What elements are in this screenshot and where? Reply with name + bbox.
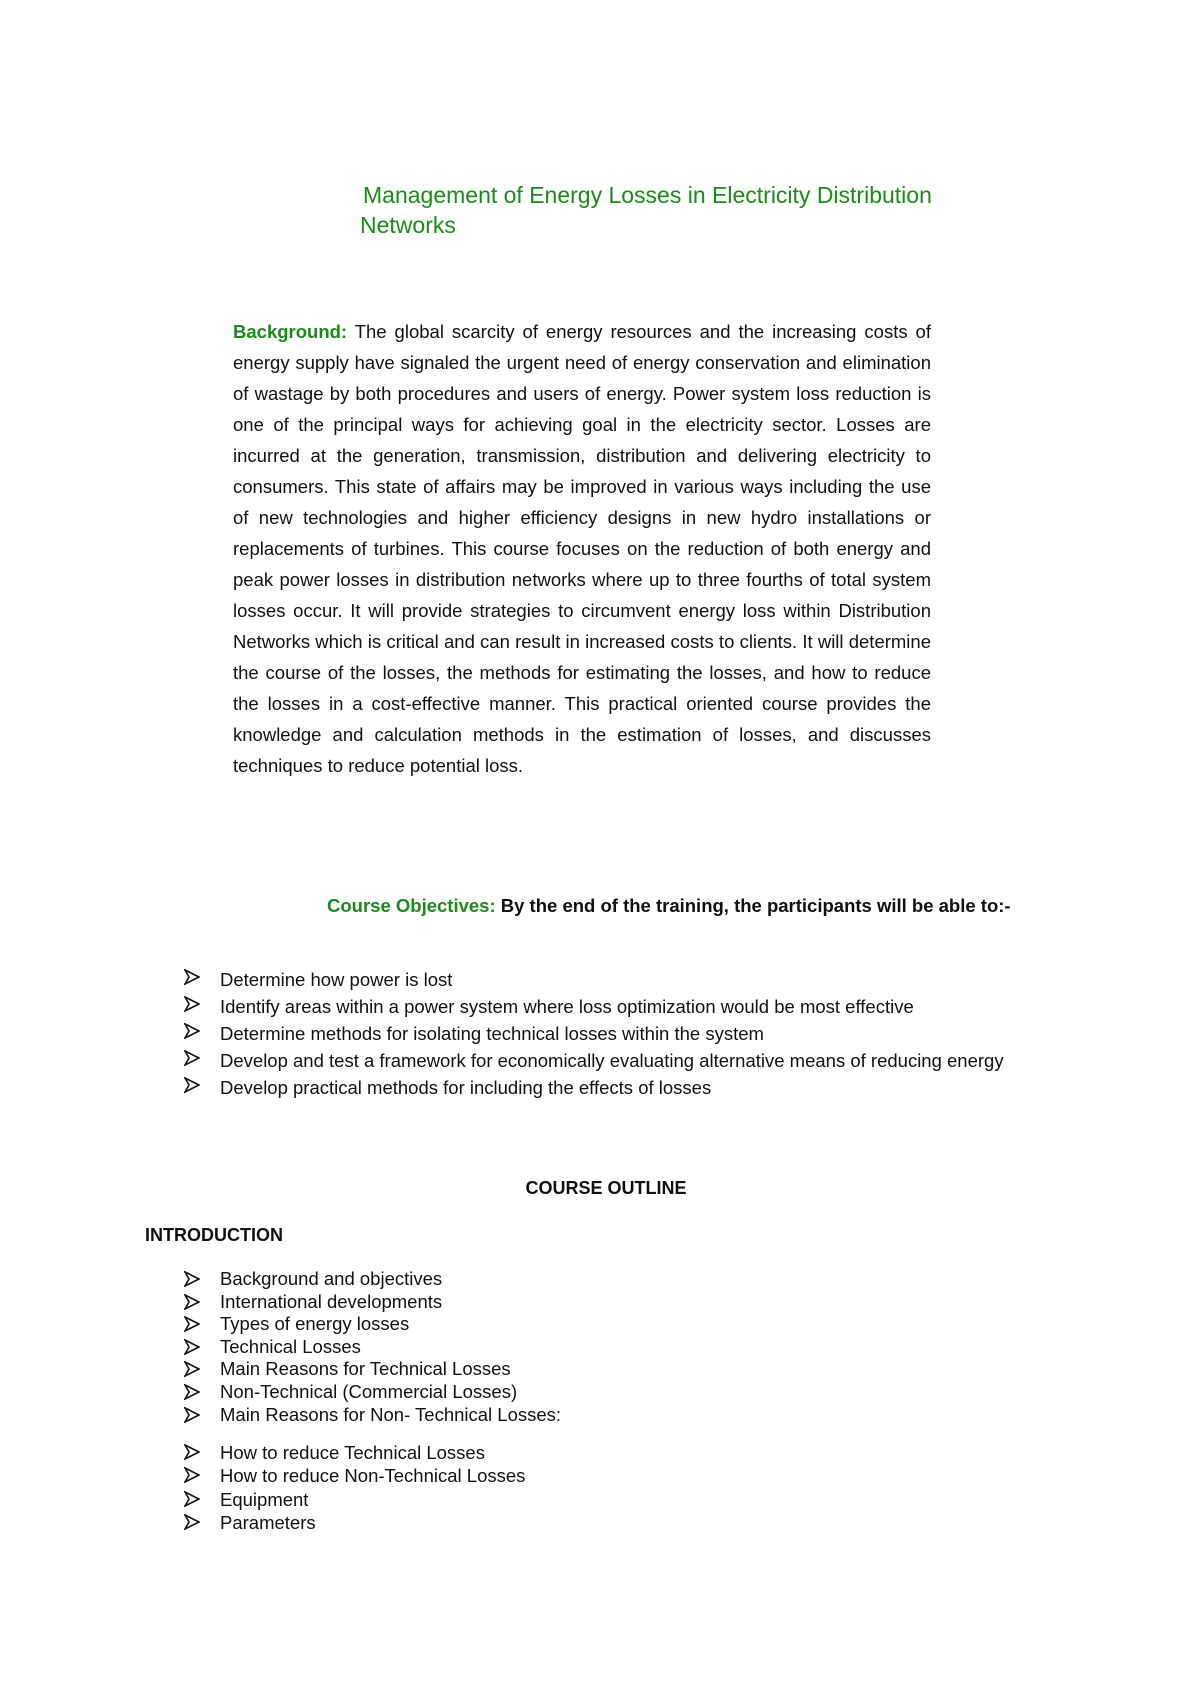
list-item-text: Non-Technical (Commercial Losses) xyxy=(220,1380,518,1402)
list-item-text: Determine how power is lost xyxy=(220,969,453,990)
list-item-text: Main Reasons for Non- Technical Losses: xyxy=(220,1403,562,1425)
list-item xyxy=(184,1074,1044,1101)
arrow-bullet-icon xyxy=(184,1444,200,1460)
title-line-2: Networks xyxy=(360,212,456,238)
arrow-bullet-icon xyxy=(184,1050,200,1066)
list-item-text: Types of energy losses xyxy=(220,1313,410,1335)
arrow-bullet-icon xyxy=(184,1316,200,1332)
list-item-text: Develop and test a framework for economically evaluating alternative means of reducing energy xyxy=(220,1050,1004,1071)
reduction-list xyxy=(184,1441,884,1535)
list-item xyxy=(184,1336,884,1359)
document-title xyxy=(360,180,1083,240)
list-item xyxy=(184,1047,1044,1074)
list-item xyxy=(184,1291,884,1314)
arrow-bullet-icon xyxy=(184,1361,200,1377)
objectives-intro: By the end of the training, the participants will be able to:- xyxy=(495,895,1011,916)
arrow-bullet-icon xyxy=(184,1339,200,1355)
background-label: Background: xyxy=(233,321,348,342)
list-item-text: Parameters xyxy=(220,1512,316,1534)
introduction-list xyxy=(184,1268,884,1426)
list-item xyxy=(184,1381,884,1404)
list-item-text: Identify areas within a power system where loss optimization would be most effective xyxy=(220,996,914,1017)
objectives-list xyxy=(184,966,1044,1101)
list-item-text: Determine methods for isolating technical losses within the system xyxy=(220,1023,764,1044)
list-item xyxy=(184,1268,884,1291)
arrow-bullet-icon xyxy=(184,1271,200,1287)
course-objectives-heading xyxy=(327,895,1127,917)
list-item-text: Technical Losses xyxy=(220,1335,361,1357)
title-line-1: Management of Energy Losses in Electricity Distribution xyxy=(363,182,932,208)
list-item xyxy=(184,993,1044,1020)
list-item-text: International developments xyxy=(220,1290,443,1312)
list-item xyxy=(184,1313,884,1336)
arrow-bullet-icon xyxy=(184,1514,200,1530)
background-paragraph xyxy=(233,316,931,781)
introduction-heading: INTRODUCTION xyxy=(145,1225,283,1245)
list-item xyxy=(184,966,1044,993)
objectives-label: Course Objectives: xyxy=(327,895,496,916)
list-item-text: Background and objectives xyxy=(220,1268,443,1289)
list-item xyxy=(184,1488,884,1511)
background-text: The global scarcity of energy resources and the increasing costs of energy supply have signaled the urgent need of energy conservation and elimination of wastage by both procedures and users of energy. Power system loss reduction is one of the principal ways for achieving goal in the electricity sector. Losses are incurred at the generation, transmission, distribution and delivering electricity to consumers. This state of affairs may be improved in various ways including the use of new technologies and higher efficiency designs in new hydro installations or replacements of turbines. This course focuses on the reduction of both energy and peak power losses in distribution networks where up to three fourths of total system losses occur. It will provide strategies to circumvent energy loss within Distribution Networks which is critical and can result in increased costs to clients. It will determine the course of the losses, the methods for estimating the losses, and how to reduce the losses in a cost-effective manner. This practical oriented course provides the knowledge and calculation methods in the estimation of losses, and discusses techniques to reduce potential loss. xyxy=(233,321,931,776)
arrow-bullet-icon xyxy=(184,1294,200,1310)
arrow-bullet-icon xyxy=(184,996,200,1012)
list-item-text: How to reduce Non-Technical Losses xyxy=(220,1465,526,1487)
list-item xyxy=(184,1020,1044,1047)
list-item-text: Main Reasons for Technical Losses xyxy=(220,1358,511,1380)
list-item-text: Develop practical methods for including the effects of losses xyxy=(220,1077,712,1098)
arrow-bullet-icon xyxy=(184,969,200,985)
arrow-bullet-icon xyxy=(184,1384,200,1400)
list-item xyxy=(184,1511,884,1534)
list-item xyxy=(184,1404,884,1427)
list-item xyxy=(184,1441,884,1464)
arrow-bullet-icon xyxy=(184,1491,200,1507)
arrow-bullet-icon xyxy=(184,1023,200,1039)
list-item-text: How to reduce Technical Losses xyxy=(220,1442,485,1463)
arrow-bullet-icon xyxy=(184,1407,200,1423)
list-item xyxy=(184,1464,884,1487)
arrow-bullet-icon xyxy=(184,1467,200,1483)
list-item xyxy=(184,1358,884,1381)
list-item-text: Equipment xyxy=(220,1488,309,1510)
arrow-bullet-icon xyxy=(184,1077,200,1093)
course-outline-title: COURSE OUTLINE xyxy=(525,1178,687,1198)
